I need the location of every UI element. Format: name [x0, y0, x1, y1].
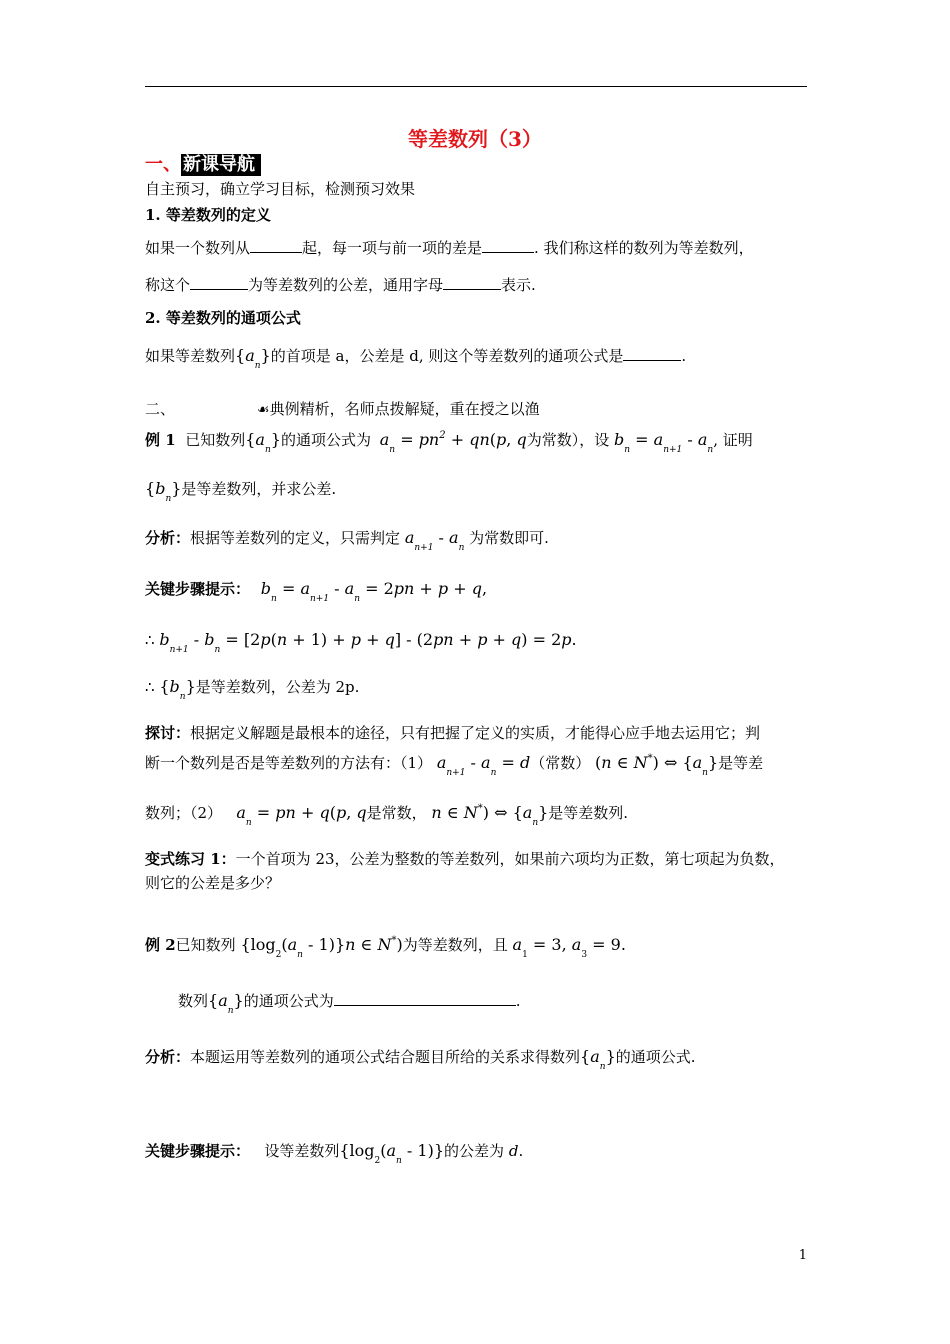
formula: $a_n = pn^2 + qn(p$, q [379, 430, 527, 455]
page-number: 1 [798, 1248, 807, 1263]
analysis2: 分析：本题运用等差数列的通项公式结合题目所给的关系求得数列$\{a_n\}$的通项公式. [145, 1047, 696, 1072]
formula: $\{a_n\}$ [208, 991, 244, 1016]
conclusion1: ∴ $\{b_n\}$是等差数列，公差为 2p. [145, 677, 360, 702]
formula: $b_n = a_{n+1} - a_n = 2pn + p + q$, [260, 579, 488, 604]
formula: $\{\log_2(a_n - 1)\}n$ ∈ N*) [240, 935, 403, 960]
example2-line1: 例 2已知数列 $\{\log_2(a_n - 1)\}n$ ∈ N*)为等差数列，且 $a_1 = 3$, $a_3 = 9$. [145, 935, 626, 960]
formula: $\{b_n\}$ [145, 479, 182, 504]
blank [334, 991, 516, 1006]
steps1-line2: ∴ $b_{n+1} - b_n = [2p(n + 1) + p + q] - (2pn + p + q) = 2p$. [145, 630, 577, 655]
section-one-heading [145, 150, 261, 176]
blank [623, 346, 681, 361]
blank [190, 275, 248, 290]
header-rule [145, 86, 807, 87]
formula: $\{a_n\}$ [580, 1047, 616, 1072]
example2-line2: 数列$\{a_n\}$的通项公式为 . [178, 991, 521, 1016]
discussion-line3: 数列；（2） $a_n$ = pn + q(p, q是常数， n ∈ N*) ⇔ $\{a_n\}$是等差数列. [145, 803, 629, 828]
formula: $a_{n+1} - a_n = d$ [436, 753, 531, 778]
formula: $\{\log_2(a_n - 1)\}$ [339, 1141, 445, 1166]
steps1-line1: 关键步骤提示： $b_n = a_{n+1} - a_n = 2pn + p + q$, [145, 579, 488, 604]
formula: $\{a_n\}$ [235, 346, 271, 371]
variant1-line2: 则它的公差是多少？ [145, 874, 281, 892]
item2-title: 2. 等差数列的通项公式 [145, 309, 301, 327]
blank [482, 238, 534, 253]
fleuron-icon: ☙ [257, 402, 270, 418]
section-one-label: 新课导航 [181, 154, 261, 176]
item1-paragraph-line2: 称这个 为等差数列的公差，通用字母 表示. [145, 276, 536, 294]
example1-line2: $\{b_n\}$是等差数列，并求公差. [145, 479, 337, 504]
example1-line1: 例 1 已知数列$\{a_n\}$的通项公式为 $a_n = pn^2 + qn(p$, q为常数），设 $b_n = a_{n+1} - a_n$, 证明 [145, 430, 753, 455]
formula: (n ∈ N*) ⇔ $\{a_n\}$ [595, 753, 719, 778]
item1-paragraph-line1: 如果一个数列从 起，每一项与前一项的差是 . 我们称这样的数列为等差数列， [145, 239, 754, 257]
formula: n ∈ N*) ⇔ $\{a_n\}$ [431, 803, 549, 828]
analysis1: 分析：根据等差数列的定义，只需判定 $a_{n+1} - a_n$ 为常数即可. [145, 528, 549, 553]
formula: $a_n$ = pn + q(p, q [236, 803, 367, 828]
blank [443, 275, 501, 290]
section-one-prefix: 一、 [145, 154, 181, 175]
formula: $a_{n+1} - a_n$ [404, 528, 465, 553]
formula: $b_{n+1} - b_n = [2p(n + 1) + p + q] - (2pn + p + q) = 2p$. [159, 630, 577, 655]
formula: $b_n = a_{n+1} - a_n$ [614, 430, 714, 455]
intro-text: 自主预习，确立学习目标，检测预习效果 [145, 180, 416, 198]
variant1-line1: 变式练习 1：一个首项为 23，公差为整数的等差数列，如果前六项均为正数，第七项起为负数， [145, 850, 785, 868]
discussion-line2: 断一个数列是否是等差数列的方法有：（1） $a_{n+1} - a_n = d$（常数） (n ∈ N*) ⇔ $\{a_n\}$是等差 [145, 753, 764, 778]
blank [250, 238, 302, 253]
item2-paragraph: 如果等差数列$\{a_n\}$的首项是 a，公差是 d, 则这个等差数列的通项公式是 . [145, 346, 687, 371]
formula: $\{a_n\}$ [245, 430, 281, 455]
steps2: 关键步骤提示： 设等差数列$\{\log_2(a_n - 1)\}$的公差为 d. [145, 1141, 524, 1166]
section-two-heading: 二、 ☙典例精析，名师点拨解疑，重在授之以渔 [145, 400, 540, 418]
page-title: 等差数列（3） [408, 127, 542, 151]
discussion-line1: 探讨：根据定义解题是最根本的途径，只有把握了定义的实质，才能得心应手地去运用它；判 [145, 724, 761, 742]
formula: $\{b_n\}$ [159, 677, 196, 702]
item1-title: 1. 等差数列的定义 [145, 206, 271, 224]
formula: $a_1 = 3$, $a_3 = 9$. [512, 935, 626, 960]
